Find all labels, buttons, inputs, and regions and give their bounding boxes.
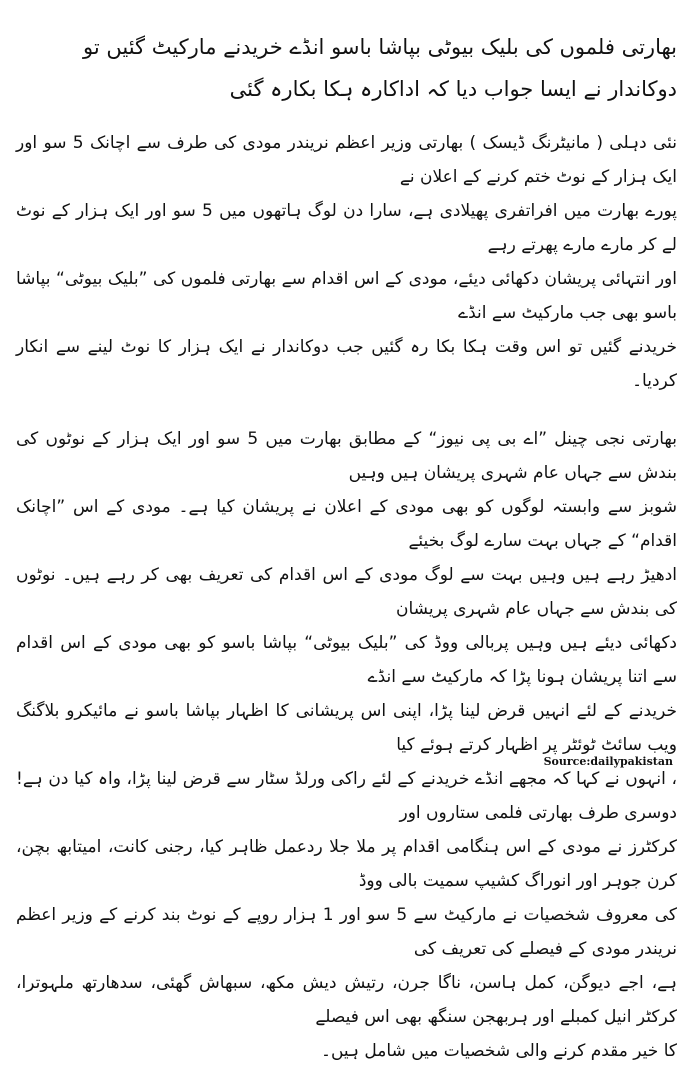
- article-paragraph-2: بھارتی نجی چینل ”اے بی پی نیوز“ کے مطابق بھارت میں 5 سو اور ایک ہزار کے نوٹوں کی بندش سے جہاں عام شہری پریشان ہیں وہیں شوبز سے وابستہ لوگوں کو بھی مودی کے اعلان نے پریشان کیا ہے۔ مودی کے اس ”اچانک اقدام“ کے جہاں بہت سارے لوگ بخیئے ادھیڑ رہے ہیں وہیں بہت سے لوگ مودی کے اس اقدام کی تعریف بھی کر رہے ہیں۔ نوٹوں کی بندش سے جہاں عام شہری پریشان دکھائی دیئے ہیں وہیں پربالی ووڈ کی ”بلیک بیوٹی“ بپاشا باسو کو بھی مودی کے اس اقدام سے اتنا پریشان ہونا پڑا کہ مارکیٹ سے انڈے خریدنے کے لئے انہیں قرض لینا پڑا، اپنی اس پریشانی کا اظہار بپاشا باسو نے مائیکرو بلاگنگ ویب سائٹ ٹوئٹر پر اظہار کرتے ہوئے کیا ، انہوں نے کہا کہ مجھے انڈے خریدنے کے لئے راکی ورلڈ سٹار سے قرض لینا پڑا، واہ کیا دن ہے! دوسری طرف بھارتی فلمی ستاروں اور کرکٹرز نے مودی کے اس ہنگامی اقدام پر ملا جلا ردعمل ظاہر کیا، رجنی کانت، امیتابھ بچن، کرن جوہر اور انوراگ کشیپ سمیت بالی ووڈ کی معروف شخصیات نے مارکیٹ سے 5 سو اور 1 ہزار روپے کے نوٹ بند کرنے کے وزیر اعظم نریندر مودی کے فیصلے کی تعریف کی ہے، اجے دیوگن، کمل ہاسن، ناگا جرن، رتیش دیش مکھ، سبھاش گھئی، سدھارتھ ملہوترا، کرکٹر انیل کمبلے اور ہربھجن سنگھ بھی اس فیصلے کا خیر مقدم کرنے والی شخصیات میں شامل ہیں۔: [16, 429, 677, 1061]
- source-credit: Source:dailypakistan: [543, 755, 673, 768]
- article-paragraph-1: نئی دہلی ( مانیٹرنگ ڈیسک ) بھارتی وزیر اعظم نریندر مودی کی طرف سے اچانک 5 سو اور ایک ہزار کے نوٹ ختم کرنے کے اعلان نے پورے بھارت میں افراتفری پھیلادی ہے، سارا دن لوگ ہاتھوں میں 5 سو اور ایک ہزار کے نوٹ لے کر مارے مارے پھرتے رہے اور انتہائی پریشان دکھائی دیئے، مودی کے اس اقدام سے بھارتی فلموں کی ”بلیک بیوٹی“ بپاشا باسو بھی جب مارکیٹ سے انڈے خریدنے گئیں تو اس وقت ہکا بکا رہ گئیں جب دوکاندار نے ایک ہزار کا نوٹ لینے سے انکار کردیا۔: [16, 133, 677, 391]
- article-headline: بھارتی فلموں کی بلیک بیوٹی بپاشا باسو انڈے خریدنے مارکیٹ گئیں تو دوکاندار نے ایسا جواب دیا کہ اداکارہ ہکا بکارہ گئی: [83, 35, 677, 101]
